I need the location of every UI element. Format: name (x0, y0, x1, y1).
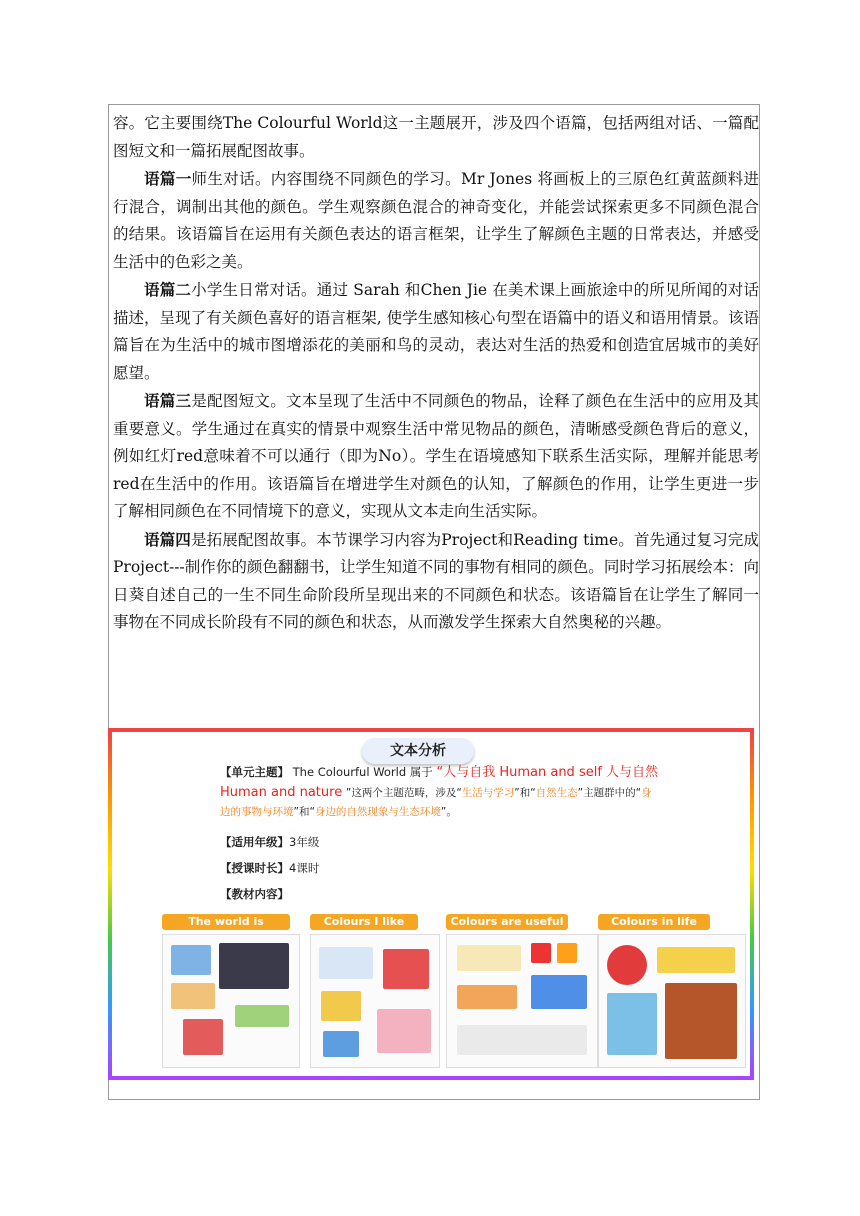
theme-text-3: ”和“ (514, 787, 536, 799)
grade-line (220, 832, 319, 852)
paragraph-text-4 (113, 526, 759, 637)
theme-orange-1: 生活与学习 (461, 787, 515, 799)
theme-label: 【单元主题】 (220, 765, 289, 779)
content-label: 【教材内容】 (220, 887, 289, 901)
theme-line-3 (220, 802, 457, 822)
content-line (220, 884, 289, 904)
tab-colours-i-like: Colours I like (310, 914, 418, 930)
theme-red-2: Human and nature (220, 785, 343, 800)
grade-label: 【适用年级】 (220, 835, 289, 849)
theme-orange-4: 边的事物与环境 (220, 806, 294, 818)
paragraph-3-heading: 语篇三 (144, 391, 192, 410)
textbook-page-thumbnail-3 (446, 934, 598, 1068)
paragraph-2-heading: 语篇二 (144, 280, 192, 299)
tab-colours-useful: Colours are useful (446, 914, 568, 930)
theme-orange-2: 自然生态 (535, 787, 578, 799)
paragraph-text-1 (113, 165, 759, 276)
tab-colours-in-life: Colours in life (598, 914, 710, 930)
analysis-text (113, 110, 759, 637)
paragraph-text-2 (113, 276, 759, 387)
theme-text-1: The Colourful World 属于 (292, 765, 433, 779)
theme-text-2: ”这两个主题范畴，涉及“ (345, 787, 462, 799)
textbook-page-thumbnail-2 (310, 934, 440, 1068)
paragraph-4-body: 是拓展配图故事。本节课学习内容为Project和Reading time。首先通过复习完成Project---制作你的颜色翻翻书，让学生知道不同的事物有相同的颜色。同时学习拓展绘本：向日葵自述自己的一生不同生命阶段所呈现出来的不同颜色和状态。该语篇旨在让学生了解同一事物在不同成长阶段有不同的颜色和状态，从而激发学生探索大自然奥秘的兴趣。 (113, 530, 759, 631)
paragraph-4-heading: 语篇四 (144, 529, 191, 549)
paragraph-1-heading: 语篇一 (144, 169, 192, 188)
paragraph-2-body: 小学生日常对话。通过 Sarah 和Chen Jie 在美术课上画旅途中的所见所闻的对话描述，呈现了有关颜色喜好的语言框架, 使学生感知核心句型在语篇中的语义和语用情景。该语篇旨在为生活中的城市图增添花的美丽和鸟的灵动，表达对生活的热爱和创造宜居城市的美好愿望。 (113, 281, 759, 382)
textbook-page-thumbnail-1 (162, 934, 300, 1068)
theme-orange-5: 身边的自然现象与生态环境 (314, 806, 441, 818)
hours-label: 【授课时长】 (220, 861, 289, 875)
theme-line-2 (220, 782, 652, 803)
paragraph-intro: 容。它主要围绕The Colourful World这一主题展开，涉及四个语篇，包括两组对话、一篇配图短文和一篇拓展配图故事。 (113, 114, 759, 160)
tab-world-colourful: The world is (162, 914, 290, 930)
panel-title: 文本分析 (362, 738, 474, 764)
textbook-page-thumbnail-4 (598, 934, 746, 1068)
theme-text-4: ”主题群中的“ (577, 787, 642, 799)
paragraph-1-body: 师生对话。内容围绕不同颜色的学习。Mr Jones 将画板上的三原色红黄蓝颜料进行混合，调制出其他的颜色。学生观察颜色混合的神奇变化，并能尝试探索更多不同颜色混合的结果。该语篇旨在运用有关颜色表达的语言框架，让学生了解颜色主题的日常表达，并感受生活中的色彩之美。 (113, 170, 759, 271)
theme-text-6: ”。 (440, 806, 457, 818)
theme-text-5: ”和“ (293, 806, 315, 818)
paragraph-3-body: 是配图短文。文本呈现了生活中不同颜色的物品，诠释了颜色在生活中的应用及其重要意义。学生通过在真实的情景中观察生活中常见物品的颜色，清晰感受颜色背后的意义，例如红灯red意味着不可以通行（即为No）。学生在语境感知下联系生活实际，理解并能思考red在生活中的作用。该语篇旨在增进学生对颜色的认知，了解颜色的作用，让学生更进一步了解相同颜色在不同情境下的意义，实现从文本走向生活实际。 (113, 392, 759, 520)
paragraph-text-3 (113, 387, 759, 526)
theme-line-1 (220, 762, 658, 783)
hours-line (220, 858, 319, 878)
grade-value: 3年级 (289, 835, 320, 849)
hours-value: 4课时 (289, 861, 320, 875)
text-analysis-image (108, 728, 754, 1080)
theme-red-1: “人与自我 Human and self 人与自然 (436, 765, 659, 780)
theme-orange-3: 身 (641, 787, 652, 799)
